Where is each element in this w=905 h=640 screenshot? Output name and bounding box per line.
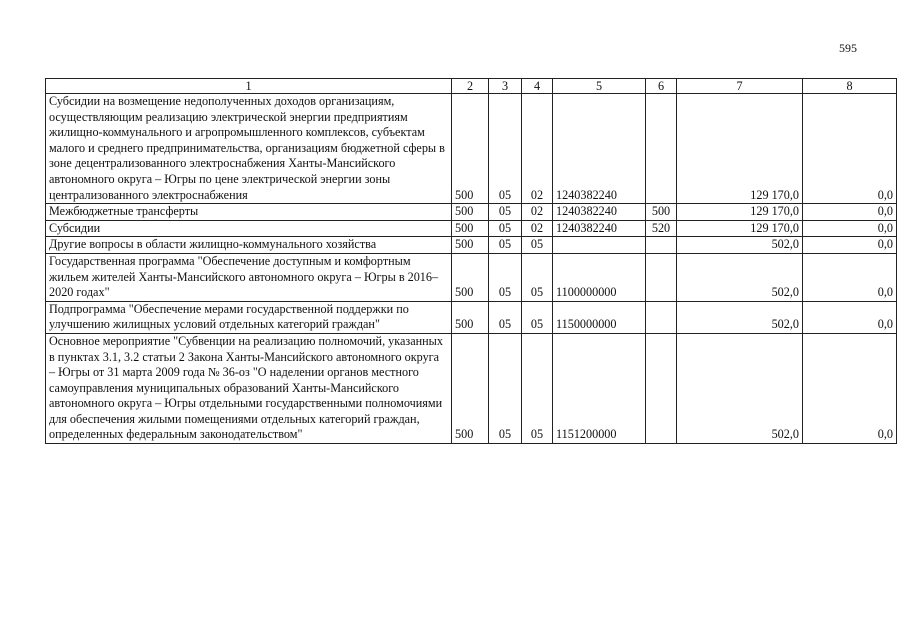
table-row [46, 301, 897, 333]
cell-col-4: 05 [522, 253, 553, 301]
cell-col-7: 502,0 [677, 301, 803, 333]
cell-col-7: 502,0 [677, 237, 803, 254]
cell-col-3: 05 [489, 220, 522, 237]
cell-col-8: 0,0 [803, 204, 897, 221]
cell-col-8: 0,0 [803, 220, 897, 237]
cell-col-6 [646, 333, 677, 443]
cell-col-3: 05 [489, 301, 522, 333]
header-col-6: 6 [646, 79, 677, 94]
cell-col-8: 0,0 [803, 94, 897, 204]
table-row [46, 94, 897, 204]
table-row [46, 253, 897, 301]
cell-col-3: 05 [489, 237, 522, 254]
cell-col-6 [646, 237, 677, 254]
cell-col-6 [646, 94, 677, 204]
cell-col-4: 05 [522, 301, 553, 333]
table-row [46, 237, 897, 254]
cell-col-5 [553, 237, 646, 254]
cell-col-6 [646, 253, 677, 301]
header-row [46, 79, 897, 94]
cell-col-5: 1100000000 [553, 253, 646, 301]
header-col-8: 8 [803, 79, 897, 94]
row-name: Межбюджетные трансферты [46, 204, 452, 221]
page-number: 595 [839, 41, 857, 55]
cell-col-8: 0,0 [803, 253, 897, 301]
cell-col-6: 500 [646, 204, 677, 221]
cell-col-5: 1151200000 [553, 333, 646, 443]
cell-col-7: 129 170,0 [677, 94, 803, 204]
cell-col-5: 1240382240 [553, 204, 646, 221]
cell-col-2: 500 [452, 333, 489, 443]
header-col-4: 4 [522, 79, 553, 94]
table-row [46, 204, 897, 221]
header-col-1: 1 [46, 79, 452, 94]
cell-col-2: 500 [452, 301, 489, 333]
cell-col-7: 502,0 [677, 253, 803, 301]
header-col-5: 5 [553, 79, 646, 94]
cell-col-7: 502,0 [677, 333, 803, 443]
cell-col-6: 520 [646, 220, 677, 237]
cell-col-2: 500 [452, 220, 489, 237]
cell-col-3: 05 [489, 204, 522, 221]
cell-col-5: 1240382240 [553, 94, 646, 204]
cell-col-7: 129 170,0 [677, 204, 803, 221]
row-name: Другие вопросы в области жилищно-коммунального хозяйства [46, 237, 452, 254]
cell-col-8: 0,0 [803, 301, 897, 333]
budget-table [45, 78, 897, 444]
row-name: Подпрограмма "Обеспечение мерами государственной поддержки по улучшению жилищных условий отдельных категорий граждан" [46, 301, 452, 333]
cell-col-3: 05 [489, 253, 522, 301]
header-col-7: 7 [677, 79, 803, 94]
row-name: Субсидии [46, 220, 452, 237]
cell-col-2: 500 [452, 204, 489, 221]
cell-col-6 [646, 301, 677, 333]
row-name: Основное мероприятие "Субвенции на реализацию полномочий, указанных в пунктах 3.1, 3.2 статьи 2 Закона Ханты-Мансийского автономного округа – Югры от 31 марта 2009 года № 36-оз "О наделении органов местного самоуправления муниципальных образований Ханты-Мансийского автономного округа – Югры отдельными государственными полномочиями для обеспечения жилыми помещениями отдельных категорий граждан, определенных федеральным законодательством" [46, 333, 452, 443]
header-col-3: 3 [489, 79, 522, 94]
cell-col-2: 500 [452, 253, 489, 301]
row-name: Государственная программа "Обеспечение доступным и комфортным жильем жителей Ханты-Мансийского автономного округа – Югры в 2016–2020 годах" [46, 253, 452, 301]
cell-col-4: 02 [522, 204, 553, 221]
cell-col-3: 05 [489, 94, 522, 204]
table-row [46, 333, 897, 443]
cell-col-4: 02 [522, 94, 553, 204]
row-name: Субсидии на возмещение недополученных доходов организациям, осуществляющим реализацию электрической энергии предприятиям жилищно-коммунального и агропромышленного комплексов, субъектам малого и среднего предпринимательства, организациям бюджетной сферы в зоне децентрализованного электроснабжения Ханты-Мансийского автономного округа – Югры по цене электрической энергии зоны централизованного электроснабжения [46, 94, 452, 204]
header-col-2: 2 [452, 79, 489, 94]
cell-col-4: 05 [522, 333, 553, 443]
cell-col-4: 05 [522, 237, 553, 254]
cell-col-5: 1150000000 [553, 301, 646, 333]
cell-col-8: 0,0 [803, 333, 897, 443]
cell-col-8: 0,0 [803, 237, 897, 254]
cell-col-5: 1240382240 [553, 220, 646, 237]
cell-col-3: 05 [489, 333, 522, 443]
cell-col-2: 500 [452, 94, 489, 204]
cell-col-4: 02 [522, 220, 553, 237]
table-row [46, 220, 897, 237]
cell-col-2: 500 [452, 237, 489, 254]
cell-col-7: 129 170,0 [677, 220, 803, 237]
